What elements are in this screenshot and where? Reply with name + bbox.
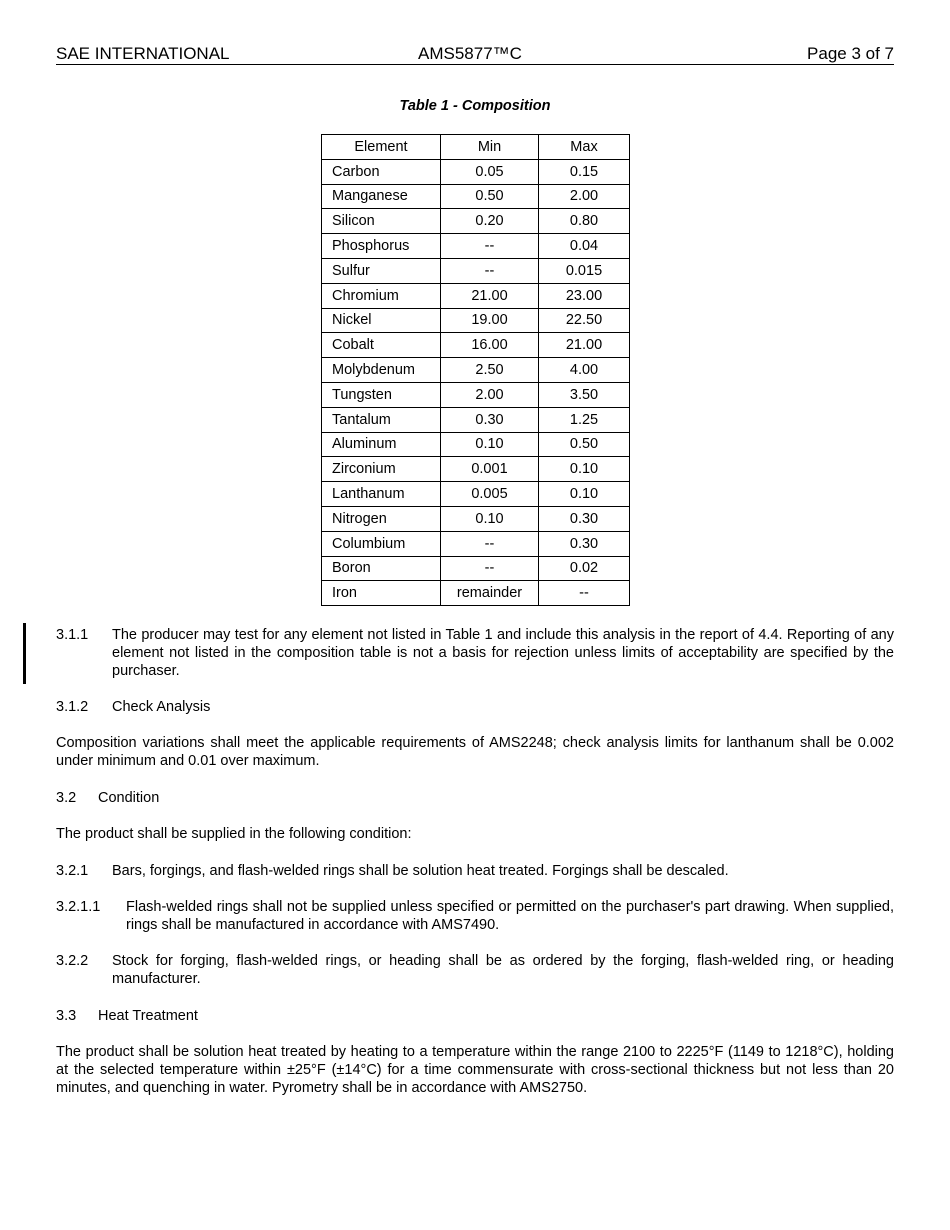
column-header-min: Min [441,135,539,160]
cell-min: 0.10 [441,432,539,457]
cell-max: 0.015 [539,258,630,283]
cell-min: 0.005 [441,482,539,507]
cell-max: 0.30 [539,531,630,556]
section-number: 3.2.1.1 [56,899,101,915]
header-document-number: AMS5877™C [418,44,522,63]
section-title: Heat Treatment [98,1008,198,1024]
cell-element: Lanthanum [322,482,441,507]
table-row [322,159,630,184]
table-row [322,556,630,581]
cell-min: 21.00 [441,283,539,308]
table-row [322,531,630,556]
cell-max: 3.50 [539,382,630,407]
table-row [322,234,630,259]
table-row [322,581,630,606]
cell-max: 0.30 [539,506,630,531]
cell-min: 0.50 [441,184,539,209]
cell-max: 0.50 [539,432,630,457]
section-text: Stock for forging, flash-welded rings, or heading shall be as ordered by the forging, flash-welded ring, or heading manufacturer. [112,953,894,987]
cell-min: 0.30 [441,407,539,432]
cell-element: Molybdenum [322,358,441,383]
section-number: 3.2.1 [56,863,89,879]
section-3-3-heading [56,1007,894,1025]
heat-treatment-paragraph: The product shall be solution heat treated by heating to a temperature within the range 2100 to 2225°F (1149 to 1218°C), holding at the selected temperature within ±25°F (±14°C) for a time commensurate with cross-sectional thickness but not less than 20 minutes, and quenching in water. Pyrometry shall be in accordance with AMS2750. [56,1044,894,1096]
section-3-1-1 [56,626,894,680]
table-row [322,407,630,432]
cell-element: Columbium [322,531,441,556]
cell-max: 0.10 [539,482,630,507]
cell-min: 19.00 [441,308,539,333]
cell-max: 0.10 [539,457,630,482]
section-number: 3.1.2 [56,699,89,715]
cell-min: 0.20 [441,209,539,234]
cell-element: Nitrogen [322,506,441,531]
cell-max: 1.25 [539,407,630,432]
cell-element: Manganese [322,184,441,209]
cell-max: 4.00 [539,358,630,383]
cell-min: remainder [441,581,539,606]
section-number: 3.2.2 [56,953,89,969]
section-3-2-heading [56,789,894,807]
section-title: Check Analysis [112,699,211,715]
table-row [322,382,630,407]
section-number: 3.3 [56,1008,77,1024]
column-header-max: Max [539,135,630,160]
table-row [322,358,630,383]
cell-max: 2.00 [539,184,630,209]
cell-element: Silicon [322,209,441,234]
table-row [322,457,630,482]
cell-max: 0.80 [539,209,630,234]
cell-min: -- [441,234,539,259]
cell-max: -- [539,581,630,606]
composition-table [321,134,630,606]
section-title: Condition [98,790,160,806]
cell-element: Phosphorus [322,234,441,259]
section-text: Bars, forgings, and flash-welded rings shall be solution heat treated. Forgings shall be descaled. [112,863,729,879]
condition-paragraph: The product shall be supplied in the following condition: [56,826,412,842]
section-3-2-2 [56,952,894,988]
cell-max: 0.02 [539,556,630,581]
cell-max: 0.04 [539,234,630,259]
cell-min: -- [441,531,539,556]
section-number: 3.2 [56,790,77,806]
section-text: Flash-welded rings shall not be supplied unless specified or permitted on the purchaser's part drawing. When supplied, rings shall be manufactured in accordance with AMS7490. [126,899,894,933]
cell-max: 0.15 [539,159,630,184]
section-3-2-1-1 [56,898,894,934]
column-header-element: Element [322,135,441,160]
cell-element: Sulfur [322,258,441,283]
cell-min: 16.00 [441,333,539,358]
header-page-number: Page 3 of 7 [807,44,894,63]
section-3-2-1 [56,862,894,880]
header-organization: SAE INTERNATIONAL [56,44,230,63]
cell-element: Chromium [322,283,441,308]
cell-element: Carbon [322,159,441,184]
table-row [322,506,630,531]
cell-min: 0.05 [441,159,539,184]
section-number: 3.1.1 [56,627,89,643]
table-header-row [322,135,630,160]
composition-table-body [322,159,630,605]
cell-element: Tungsten [322,382,441,407]
table-row [322,184,630,209]
table-row [322,283,630,308]
revision-change-bar [23,623,26,684]
cell-element: Zirconium [322,457,441,482]
cell-max: 21.00 [539,333,630,358]
table-row [322,308,630,333]
cell-min: -- [441,258,539,283]
table-title: Table 1 - Composition [399,98,551,114]
table-row [322,482,630,507]
check-analysis-paragraph: Composition variations shall meet the applicable requirements of AMS2248; check analysis limits for lanthanum shall be 0.002 under minimum and 0.01 over maximum. [56,735,894,769]
cell-element: Boron [322,556,441,581]
cell-element: Iron [322,581,441,606]
section-text: The producer may test for any element not listed in Table 1 and include this analysis in the report of 4.4. Reporting of any element not listed in the composition table is not a basis for rejection unless limits of acceptability are specified by the purchaser. [112,627,894,679]
table-row [322,258,630,283]
cell-min: 2.00 [441,382,539,407]
cell-min: -- [441,556,539,581]
cell-element: Aluminum [322,432,441,457]
cell-max: 22.50 [539,308,630,333]
page-header [56,44,894,65]
table-row [322,432,630,457]
cell-min: 0.10 [441,506,539,531]
cell-max: 23.00 [539,283,630,308]
table-row [322,209,630,234]
cell-element: Tantalum [322,407,441,432]
cell-element: Cobalt [322,333,441,358]
cell-min: 2.50 [441,358,539,383]
table-row [322,333,630,358]
section-3-1-2-heading [56,698,894,716]
cell-element: Nickel [322,308,441,333]
cell-min: 0.001 [441,457,539,482]
